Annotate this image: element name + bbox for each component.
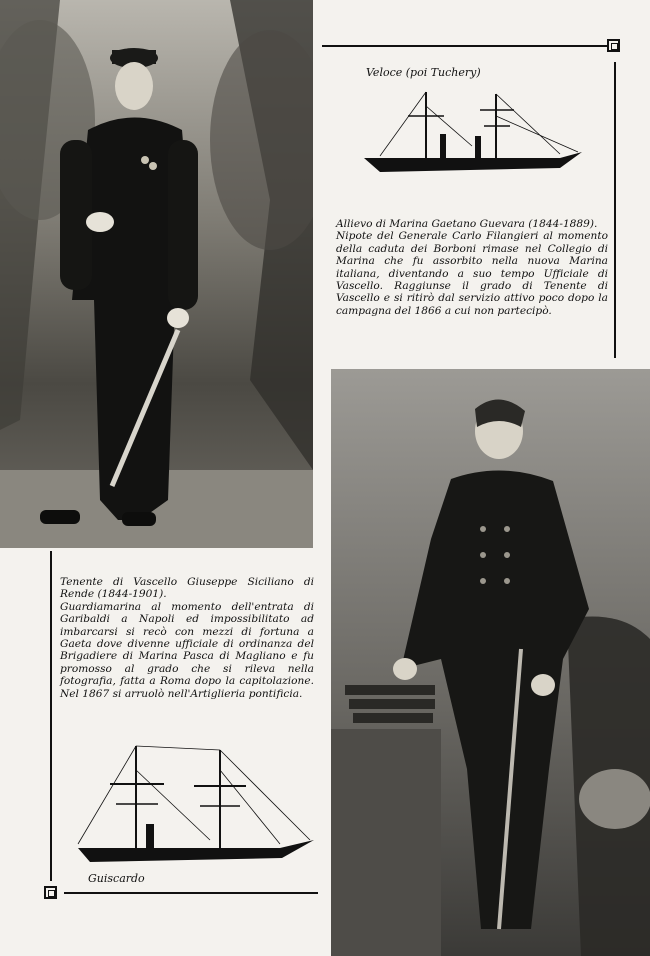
frame-right-rule [614,62,616,358]
frame-left-rule [50,551,52,881]
ship-illustration-veloce [360,86,584,180]
caption-guevara-body: Nipote del Generale Carlo Filangieri al momento della caduta dei Borboni rimase nel Collegio di Marina che fu assorbito nella nuova Marina italiana, diventando a suo tempo Ufficiale di Vascello. Raggiunse il grado di Tenente di Vascello e si ritirò dal servizio attivo poco dopo la campagna del 1866 a cui non partecipò. [336,230,608,317]
caption-guevara-title: Allievo di Marina Gaetano Guevara (1844-1889). [336,218,598,230]
ship-illustration-guiscardo [70,740,316,870]
frame-corner-ornament-bottom [44,886,57,899]
ship-name-guiscardo: Guiscardo [88,872,145,885]
frame-bottom-rule [64,892,318,894]
caption-siciliano-body: Guardiamarina al momento dell'entrata di Garibaldi a Napoli ed impossibilitato ad imbarcarsi si recò con mezzi di fortuna a Gaeta dove divenne ufficiale di ordinanza del Brigadiere di Marina Pasca di Magliano e fu promosso al grado che si rileva nella fotografia, fatta a Roma dopo la capitolazione. Nel 1867 si arruolò nell'Artiglieria pontificia. [60,600,314,700]
portrait-photo-guevara [331,369,650,956]
caption-guevara [336,218,608,317]
caption-siciliano-title: Tenente di Vascello Giuseppe Siciliano di Rende (1844-1901). [60,576,314,601]
frame-top-rule [322,45,612,47]
caption-siciliano [60,576,314,700]
ship-name-veloce: Veloce (poi Tuchery) [366,66,481,79]
frame-corner-ornament [607,39,620,52]
portrait-photo-siciliano [0,0,313,548]
